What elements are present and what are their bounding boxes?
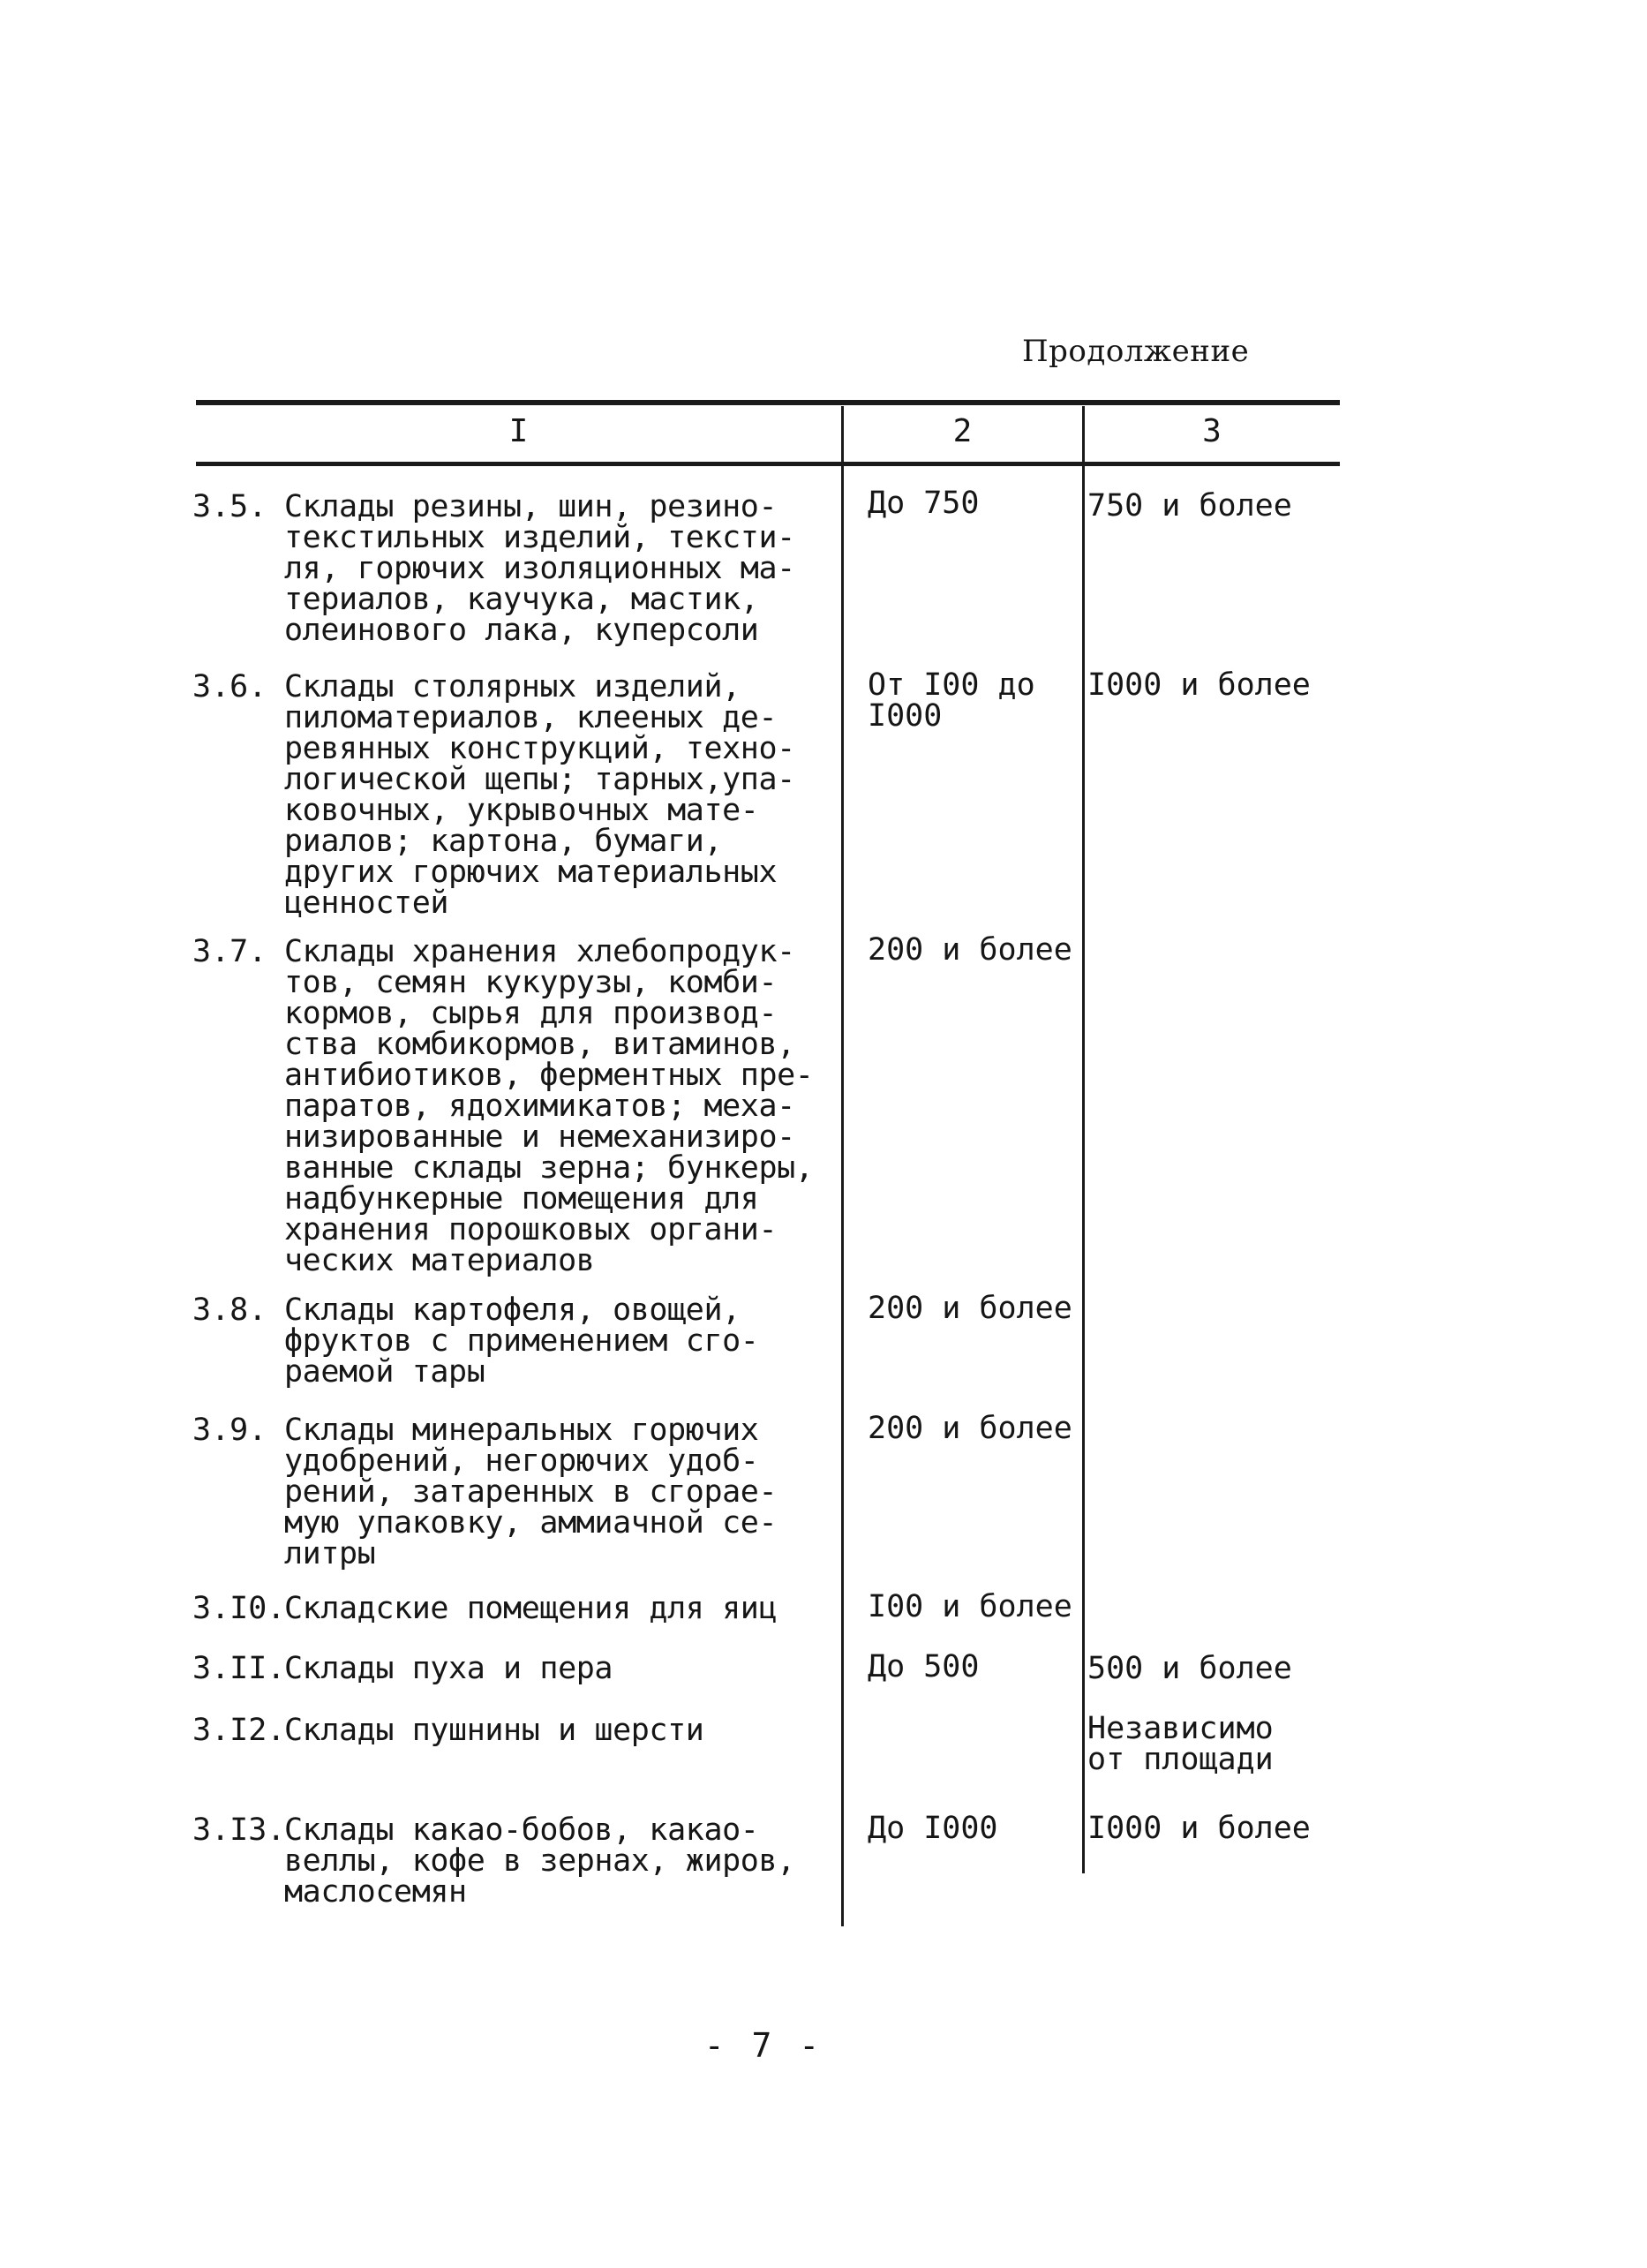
table-header-rule bbox=[196, 462, 1340, 466]
row-area-range: 200 и более bbox=[868, 1411, 1072, 1446]
row-number: 3.I3. bbox=[192, 1812, 286, 1848]
column-header-3: 3 bbox=[1202, 413, 1222, 449]
row-name: Склады пушнины и шерсти bbox=[284, 1713, 704, 1748]
row-number: 3.5. bbox=[192, 489, 267, 524]
table-top-rule bbox=[196, 400, 1340, 405]
row-name: Склады минеральных горючих удобрений, негорючих удоб- рений, затаренных в сгорае- мую упаковку, аммиачной се- литры bbox=[284, 1413, 778, 1571]
row-number: 3.9. bbox=[192, 1413, 267, 1448]
column-divider-2 bbox=[1082, 406, 1085, 1873]
row-number: 3.7. bbox=[192, 934, 267, 969]
row-area-range: 200 и более bbox=[868, 932, 1072, 968]
row-area-range: До I000 bbox=[868, 1811, 998, 1846]
column-header-2: 2 bbox=[952, 413, 973, 449]
row-area-threshold: 750 и более bbox=[1087, 488, 1292, 524]
row-name: Склады какао-бобов, какао- веллы, кофе в зернах, жиров, маслосемян bbox=[284, 1812, 795, 1910]
row-number: 3.I2. bbox=[192, 1713, 286, 1748]
row-area-threshold: 500 и более bbox=[1087, 1651, 1292, 1686]
row-name: Склады столярных изделий, пиломатериалов, клееных де- ревянных конструкций, техно- логической щепы; тарных,упа- ковочных, укрывочных мате- риалов; картона, бумаги, других горючих материальных ценностей bbox=[284, 669, 795, 921]
row-name: Склады пуха и пера bbox=[284, 1651, 613, 1686]
row-number: 3.6. bbox=[192, 669, 267, 705]
row-area-threshold: I000 и более bbox=[1087, 1811, 1311, 1846]
column-divider-1 bbox=[841, 406, 844, 1926]
row-number: 3.8. bbox=[192, 1292, 267, 1328]
row-area-range: От I00 до I000 bbox=[868, 667, 1035, 734]
row-name: Складские помещения для яиц bbox=[284, 1591, 778, 1626]
row-area-threshold: Независимо от площади bbox=[1087, 1711, 1274, 1777]
continuation-label: Продолжение bbox=[1022, 334, 1250, 369]
row-number: 3.I0. bbox=[192, 1591, 286, 1626]
row-name: Склады картофеля, овощей, фруктов с применением сго- раемой тары bbox=[284, 1292, 759, 1390]
row-area-range: I00 и более bbox=[868, 1589, 1072, 1624]
row-name: Склады хранения хлебопродук- тов, семян кукурузы, комби- кормов, сырья для производ- ства комбикормов, витаминов, антибиотиков, ферментных пре- паратов, ядохимикатов; меха- низированные и немеханизиро- ванные склады зерна; бункеры, надбункерные помещения для хранения порошковых органи- ческих материалов bbox=[284, 934, 814, 1278]
row-number: 3.II. bbox=[192, 1651, 286, 1686]
column-header-1: I bbox=[508, 413, 529, 449]
row-area-range: До 750 bbox=[868, 486, 980, 521]
row-area-threshold: I000 и более bbox=[1087, 667, 1311, 703]
row-area-range: До 500 bbox=[868, 1649, 980, 1684]
page-number: - 7 - bbox=[703, 2026, 824, 2065]
row-name: Склады резины, шин, резино- текстильных изделий, тексти- ля, горючих изоляционных ма- териалов, каучука, мастик, олеинового лака, куперсоли bbox=[284, 489, 795, 648]
row-area-range: 200 и более bbox=[868, 1291, 1072, 1326]
